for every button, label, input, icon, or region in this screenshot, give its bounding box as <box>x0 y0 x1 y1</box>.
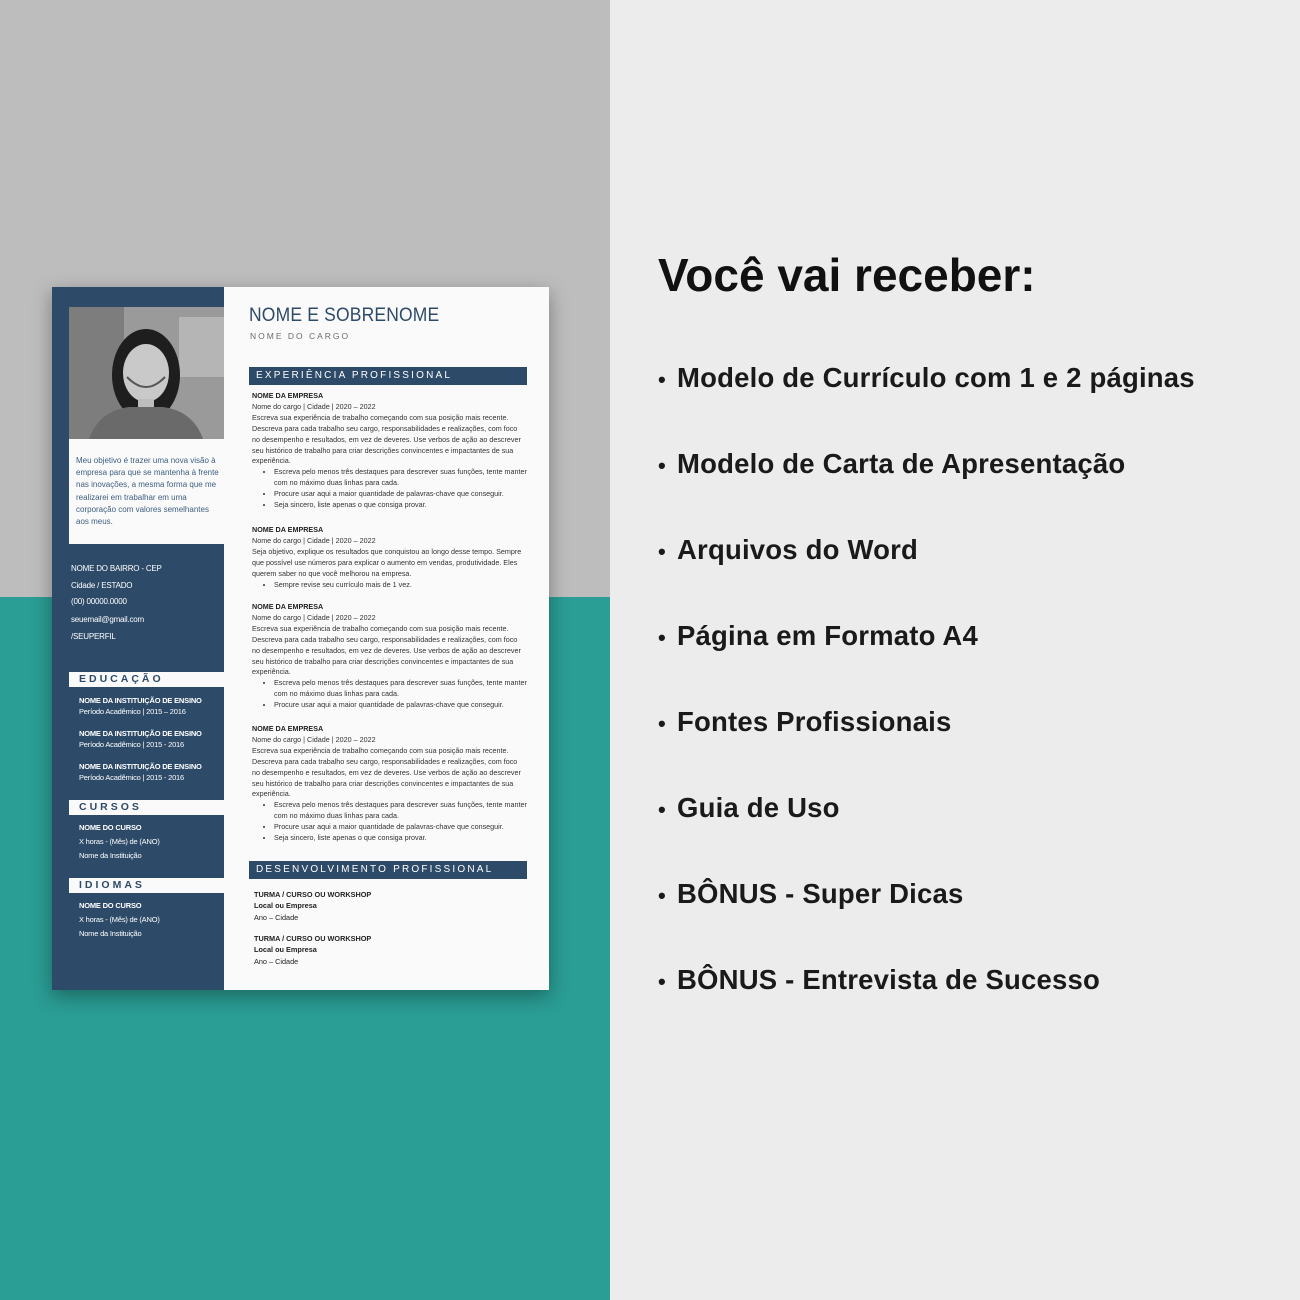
resume-name: NOME E SOBRENOME <box>249 305 440 326</box>
development-place: Local ou Empresa <box>254 945 317 955</box>
promo-item <box>658 792 840 824</box>
contact-email: seuemail@gmail.com <box>71 615 144 624</box>
education-heading <box>69 672 224 687</box>
promo-item <box>658 448 1125 480</box>
job-company: NOME DA EMPRESA <box>252 391 324 400</box>
languages-heading <box>69 878 224 893</box>
job-bullet: • Escreva pelo menos três destaques para descrever suas funções, tente manter com no máximo duas linhas para cada. <box>274 678 527 700</box>
job-bullet: • Procure usar aqui a maior quantidade de palavras-chave que conseguir. <box>274 700 527 711</box>
job-description: Seja objetivo, explique os resultados que conquistou ao longo desse tempo. Sempre que possível use números para explicar o aumento em vendas, produtividade. Eles querem saber no que você melhorou na empresa. <box>252 546 522 578</box>
course-hours: X horas - (Mês) de (ANO) <box>79 837 160 846</box>
job-bullet: • Seja sincero, liste apenas o que consiga provar. <box>274 500 527 511</box>
job-entry <box>252 391 527 511</box>
development-when: Ano – Cidade <box>254 956 299 966</box>
education-period: Período Acadêmico | 2015 - 2016 <box>79 740 184 749</box>
job-bullet: • Procure usar aqui a maior quantidade de palavras-chave que conseguir. <box>274 822 527 833</box>
job-meta: Nome do cargo | Cidade | 2020 – 2022 <box>252 535 376 545</box>
education-institution: NOME DA INSTITUIÇÃO DE ENSINO <box>79 729 202 738</box>
job-meta: Nome do cargo | Cidade | 2020 – 2022 <box>252 734 376 744</box>
development-heading <box>249 861 527 879</box>
job-company: NOME DA EMPRESA <box>252 525 324 534</box>
education-institution: NOME DA INSTITUIÇÃO DE ENSINO <box>79 696 202 705</box>
education-period: Período Acadêmico | 2015 – 2016 <box>79 707 186 716</box>
bullet-icon: • <box>658 367 666 392</box>
promo-item-label: Guia de Uso <box>677 792 840 823</box>
job-description: Escreva sua experiência de trabalho começando com sua posição mais recente. Descreva para cada trabalho seu cargo, responsabilidades e realizações, com foco no desempenho e resultados, em vez de deveres. Use verbos de ação ao descrever seu histórico de trabalho para criar descrições convincentes e impactantes de sua experiência. <box>252 745 521 799</box>
promo-item-label: Página em Formato A4 <box>677 620 978 651</box>
development-title: TURMA / CURSO OU WORKSHOP <box>254 890 372 899</box>
language-course-institution: Nome da Instituição <box>79 929 142 938</box>
job-bullet: • Seja sincero, liste apenas o que consiga provar. <box>274 833 527 844</box>
job-entry <box>252 724 527 844</box>
contact-address: NOME DO BAIRRO - CEP <box>71 564 162 573</box>
promo-item-label: Fontes Profissionais <box>677 706 952 737</box>
experience-heading <box>249 367 527 385</box>
bullet-icon: • <box>658 711 666 736</box>
contact-city: Cidade / ESTADO <box>71 581 133 590</box>
languages-heading-label: IDIOMAS <box>79 879 145 891</box>
promo-item-label: BÔNUS - Entrevista de Sucesso <box>677 964 1101 995</box>
language-course-name: NOME DO CURSO <box>79 901 142 910</box>
job-entry <box>252 602 527 711</box>
bullet-icon: • <box>658 539 666 564</box>
promo-item <box>658 534 918 566</box>
development-when: Ano – Cidade <box>254 912 299 922</box>
job-entry <box>252 525 527 590</box>
bullet-icon: • <box>658 969 666 994</box>
job-bullet: • Sempre revise seu currículo mais de 1 vez. <box>274 580 527 591</box>
development-title: TURMA / CURSO OU WORKSHOP <box>254 934 372 943</box>
promo-item-label: Arquivos do Word <box>677 534 919 565</box>
promo-item-label: Modelo de Carta de Apresentação <box>677 448 1126 479</box>
objective-text: Meu objetivo é trazer uma nova visão à empresa para que se mantenha à frente nas inovações, a mesma forma que me realizarei em trabalhar em uma corporação com valores semelhantes aos meus. <box>76 456 219 527</box>
resume-main <box>224 287 549 990</box>
resume-role: NOME DO CARGO <box>250 331 351 341</box>
job-company: NOME DA EMPRESA <box>252 724 324 733</box>
promo-item <box>658 878 964 910</box>
promo-item-label: Modelo de Currículo com 1 e 2 páginas <box>677 362 1195 393</box>
development-entry <box>254 889 371 923</box>
job-meta: Nome do cargo | Cidade | 2020 – 2022 <box>252 612 376 622</box>
profile-photo <box>69 307 224 439</box>
bullet-icon: • <box>658 453 666 478</box>
development-heading-label: DESENVOLVIMENTO PROFISSIONAL <box>256 864 494 875</box>
courses-heading-label: CURSOS <box>79 801 142 813</box>
promo-item <box>658 620 978 652</box>
job-bullet: • Escreva pelo menos três destaques para descrever suas funções, tente manter com no máximo duas linhas para cada. <box>274 467 527 489</box>
job-company: NOME DA EMPRESA <box>252 602 324 611</box>
course-institution: Nome da Instituição <box>79 851 142 860</box>
job-meta: Nome do cargo | Cidade | 2020 – 2022 <box>252 401 376 411</box>
promo-item-label: BÔNUS - Super Dicas <box>677 878 964 909</box>
course-name: NOME DO CURSO <box>79 823 142 832</box>
education-institution: NOME DA INSTITUIÇÃO DE ENSINO <box>79 762 202 771</box>
bullet-icon: • <box>658 797 666 822</box>
language-course-hours: X horas - (Mês) de (ANO) <box>79 915 160 924</box>
bullet-icon: • <box>658 625 666 650</box>
contact-profile: /SEUPERFIL <box>71 632 116 641</box>
bullet-icon: • <box>658 883 666 908</box>
job-description: Escreva sua experiência de trabalho começando com sua posição mais recente. Descreva para cada trabalho seu cargo, responsabilidades e realizações, com foco no desempenho e resultados, em vez de deveres. Use verbos de ação ao descrever seu histórico de trabalho para criar descrições convincentes e impactantes de sua experiência. <box>252 623 521 677</box>
job-bullet: • Escreva pelo menos três destaques para descrever suas funções, tente manter com no máximo duas linhas para cada. <box>274 800 527 822</box>
experience-heading-label: EXPERIÊNCIA PROFISSIONAL <box>256 370 453 381</box>
development-entry <box>254 933 371 967</box>
promo-title: Você vai receber: <box>658 249 1036 301</box>
promo-item <box>658 362 1195 394</box>
courses-heading <box>69 800 224 815</box>
contact-phone: (00) 00000.0000 <box>71 597 127 606</box>
education-heading-label: EDUCAÇÃO <box>79 673 164 685</box>
job-description: Escreva sua experiência de trabalho começando com sua posição mais recente. Descreva para cada trabalho seu cargo, responsabilidades e realizações, com foco no desempenho e resultados, em vez de deveres. Use verbos de ação ao descrever seu histórico de trabalho para criar descrições convincentes e impactantes de sua experiência. <box>252 412 521 466</box>
promo-item <box>658 706 951 738</box>
resume-preview <box>52 287 549 990</box>
development-place: Local ou Empresa <box>254 901 317 911</box>
objective-box <box>69 439 224 544</box>
promo-item <box>658 964 1100 996</box>
education-period: Período Acadêmico | 2015 - 2016 <box>79 773 184 782</box>
job-bullet: • Procure usar aqui a maior quantidade de palavras-chave que conseguir. <box>274 489 527 500</box>
resume-sidebar <box>52 287 224 990</box>
